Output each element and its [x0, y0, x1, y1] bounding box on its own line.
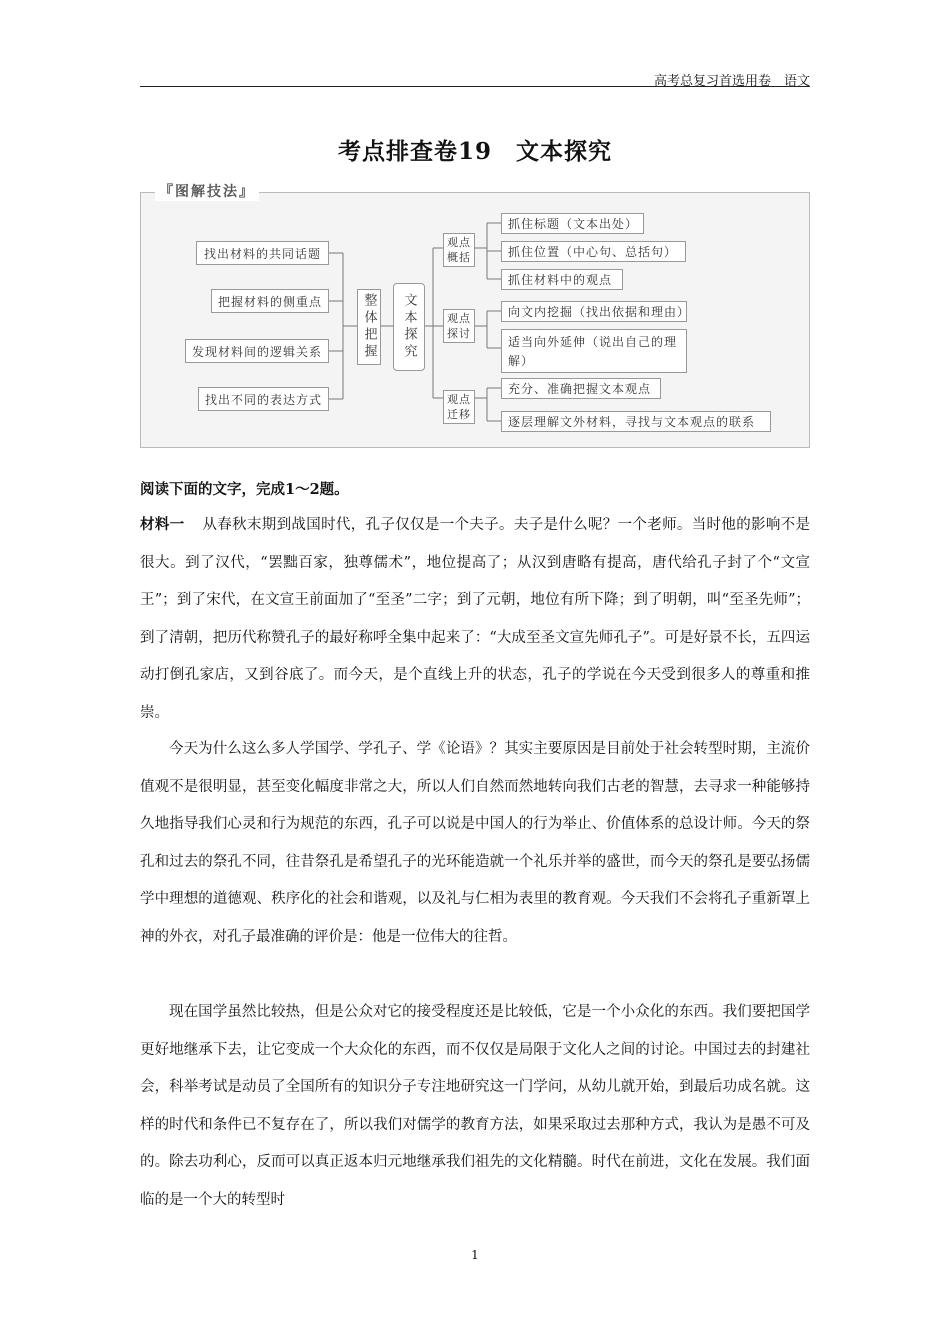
- group-item: 向文内挖掘（找出依据和理由）: [501, 301, 687, 322]
- group-box: 观点探讨: [443, 309, 475, 343]
- group-item: 逐层理解文外材料，寻找与文本观点的联系: [501, 411, 771, 432]
- paragraph-text: 从春秋末期到战国时代，孔子仅仅是一个夫子。夫子是什么呢？一个老师。当时他的影响不是很大。到了汉代，“罢黜百家，独尊儒术”，地位提高了；从汉到唐略有提高，唐代给孔子封了个“文宣王”；到了宋代，在文宣王前面加了“至圣”二字；到了元朝，地位有所下降；到了明朝，叫“至圣先师”；到了清朝，把历代称赞孔子的最好称呼全集中起来了：“大成至圣文宣先师孔子”。可是好景不长，五四运动打倒孔家店，又到谷底了。而今天，是个直线上升的状态，孔子的学说在今天受到很多人的尊重和推崇。: [140, 517, 811, 721]
- left-item: 找出不同的表达方式: [198, 387, 329, 411]
- group-item: 充分、准确把握文本观点: [501, 378, 661, 399]
- group-item: 抓住标题（文本出处）: [501, 213, 644, 234]
- group-item: 抓住材料中的观点: [501, 269, 623, 290]
- group-box: 观点概括: [443, 233, 475, 267]
- left-item: 把握材料的侧重点: [211, 289, 329, 313]
- page-title: 考点排查卷19 文本探究: [337, 138, 612, 165]
- left-item: 找出材料的共同话题: [196, 241, 329, 265]
- hub-box: 整体把握: [357, 289, 381, 365]
- running-header: 高考总复习首选用卷 语文: [653, 74, 810, 89]
- paragraph: 现在国学虽然比较热，但是公众对它的接受程度还是比较低，它是一个小众化的东西。我们要把国学更好地继承下去，让它变成一个大众化的东西，而不仅仅是局限于文化人之间的讨论。中国过去的封建社会，科举考试是动员了全国所有的知识分子专注地研究这一门学问，从幼儿就开始，到最后功成名就。这样的时代和条件已不复存在了，所以我们对儒学的教育方法，如果采取过去那种方式，我认为是愚不可及的。除去功利心，反而可以真正返本归元地继承我们祖先的文化精髓。时代在前进，文化在发展。我们面临的是一个大的转型时: [140, 1004, 810, 1208]
- group-item: 抓住位置（中心句、总括句）: [501, 241, 686, 262]
- method-diagram: [140, 184, 810, 448]
- group-item: 适当向外延伸（说出自己的理解）: [501, 329, 687, 373]
- page-number: 1: [471, 1248, 479, 1262]
- diagram-label: 『图解技法』: [155, 181, 259, 201]
- center-box: 文本探究: [393, 283, 425, 371]
- header-rule: [140, 86, 810, 87]
- material-label: 材料一: [140, 516, 185, 533]
- paragraph: 今天为什么这么多人学国学、学孔子、学《论语》？其实主要原因是目前处于社会转型时期，主流价值观不是很明显，甚至变化幅度非常之大，所以人们自然而然地转向我们古老的智慧，去寻求一种能够持久地指导我们心灵和行为规范的东西，孔子可以说是中国人的行为举止、价值体系的总设计师。今天的祭孔和过去的祭孔不同，往昔祭孔是希望孔子的光环能造就一个礼乐并举的盛世，而今天的祭孔是要弘扬儒学中理想的道德观、秩序化的社会和谐观，以及礼与仁相为表里的教育观。今天我们不会将孔子重新罩上神的外衣，对孔子最准确的评价是：他是一位伟大的往哲。: [140, 741, 810, 945]
- left-item: 发现材料间的逻辑关系: [185, 339, 329, 363]
- instructions: 阅读下面的文字，完成1～2题。: [140, 481, 349, 498]
- group-box: 观点迁移: [443, 390, 475, 424]
- paragraph: [140, 506, 810, 733]
